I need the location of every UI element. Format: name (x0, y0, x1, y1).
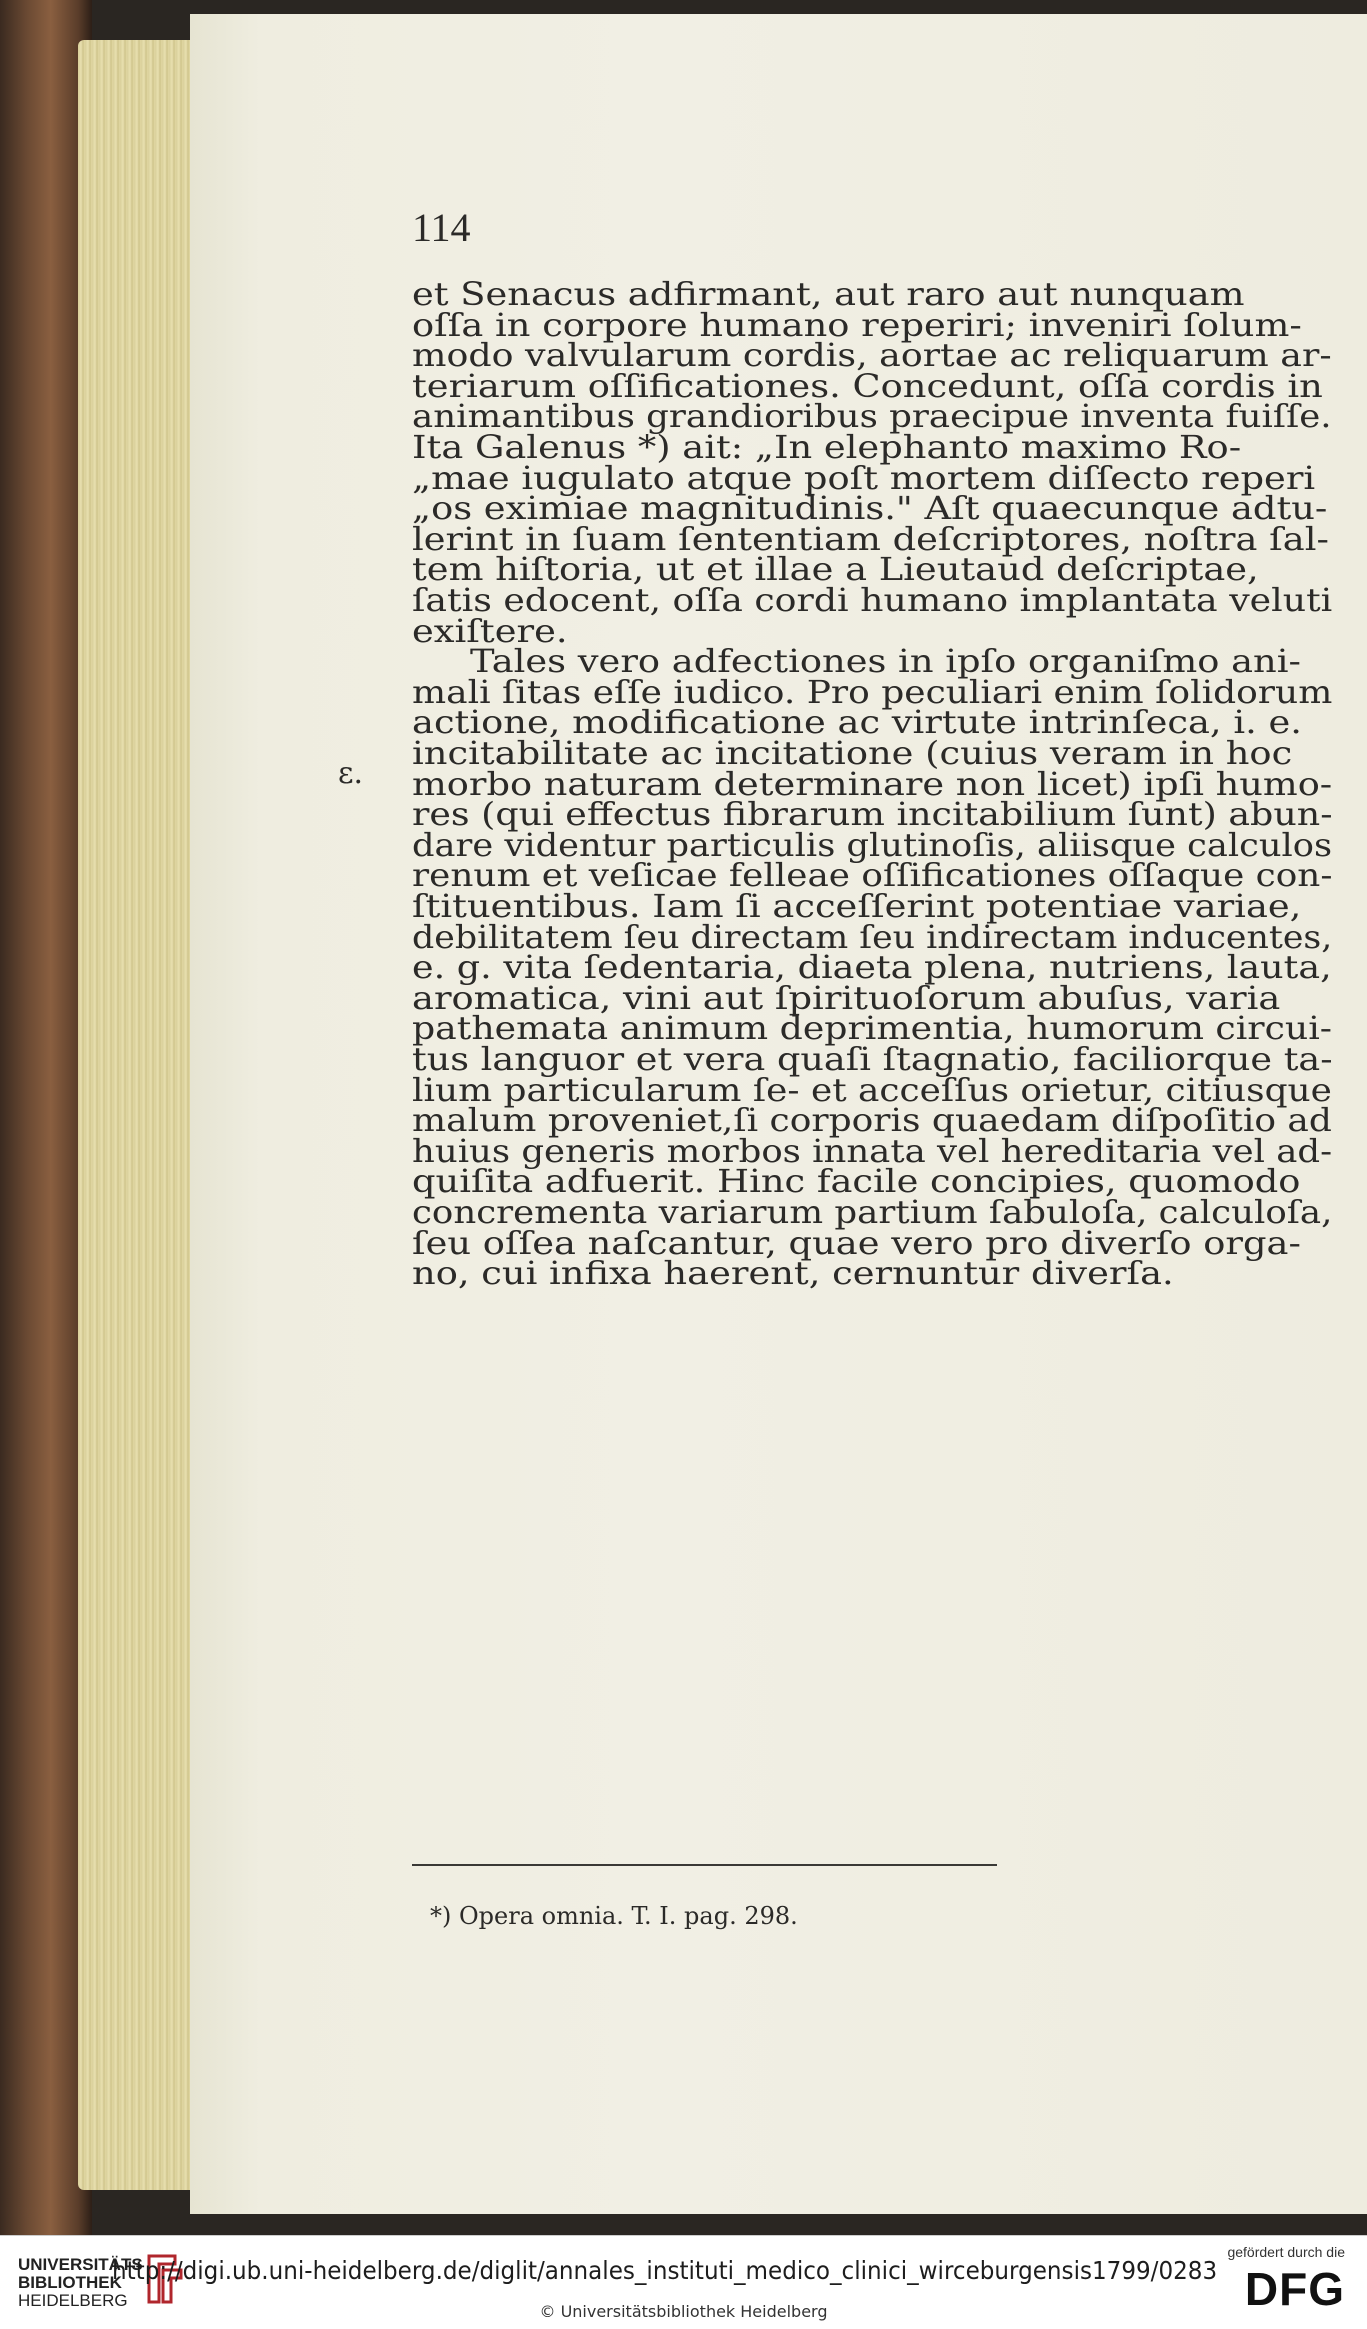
text-line: ſeu oſſea naſcantur, quae vero pro diverſo orga- (412, 1223, 1301, 1262)
text-line: renum et veſicae felleae oſſificationes oſſaque con- (412, 856, 1333, 895)
library-name-line3: HEIDELBERG (18, 2291, 128, 2310)
text-line: animantibus grandioribus praecipue inventa fuiſſe. (412, 397, 1332, 436)
text-line: lerint in ſuam ſententiam deſcriptores, noſtra ſal- (412, 519, 1329, 558)
funding-text: gefördert durch die (1227, 2244, 1345, 2260)
text-line: mali ſitas eſſe iudico. Pro peculiari enim ſolidorum (412, 672, 1333, 711)
text-line: Tales vero adfectiones in ipſo organiſmo ani- (470, 642, 1301, 681)
text-line: no, cui infixa haerent, cernuntur diverſa. (412, 1254, 1174, 1293)
text-line: ſtituentibus. Iam ſi acceſſerint potentiae variae, (412, 887, 1302, 925)
library-banner (0, 2235, 1367, 2329)
text-line: pathemata animum deprimentia, humorum circui- (412, 1009, 1333, 1048)
library-name-line1: UNIVERSITÄTS (18, 2255, 143, 2274)
text-line: dare videntur particulis glutinoſis, aliisque calculos (412, 825, 1333, 864)
copyright-notice: © Universitätsbibliothek Heidelberg (539, 2302, 828, 2321)
text-line: huius generis morbos innata vel hereditaria vel ad- (412, 1131, 1333, 1170)
margin-mark: ɛ. (338, 756, 364, 791)
text-line: incitabilitate ac incitatione (cuius veram in hoc (412, 734, 1293, 772)
text-line: „os eximiae magnitudinis." Aſt quaecunque adtu- (412, 489, 1328, 528)
page-number: 114 (412, 205, 471, 250)
book-page (190, 14, 1367, 2214)
page-edges (78, 40, 208, 2190)
text-line: e. g. vita ſedentaria, diaeta plena, nutriens, lauta, (412, 948, 1332, 987)
text-line: et Senacus adfirmant, aut raro aut nunquam (412, 275, 1245, 313)
text-line: quiſita adfuerit. Hinc facile concipies, quomodo (412, 1162, 1301, 1201)
text-line: oſſa in corpore humano reperiri; inveniri ſolum- (412, 305, 1302, 344)
dfg-logo[interactable]: DFG (1244, 2263, 1345, 2315)
text-line: Ita Galenus *) ait: „In elephanto maximo Ro- (412, 428, 1242, 466)
text-line: „mae iugulato atque poſt mortem diſſecto reperi (412, 458, 1316, 497)
text-line: modo valvularum cordis, aortae ac reliquarum ar- (412, 336, 1332, 375)
text-line: concrementa variarum partium ſabuloſa, calculoſa, (412, 1193, 1333, 1231)
text-line: tem hiſtoria, ut et illae a Lieutaud deſcriptae, (412, 550, 1259, 589)
permalink-url[interactable]: http://digi.ub.uni-heidelberg.de/diglit/annales_instituti_medico_clinici_wirceburgensis1799/0283 (112, 2256, 1218, 2285)
text-line: res (qui effectus fibrarum incitabilium ſunt) abun- (412, 795, 1333, 834)
text-line: debilitatem ſeu directam ſeu indirectam inducentes, (412, 917, 1333, 956)
footnote: *) Opera omnia. T. I. pag. 298. (430, 1902, 798, 1930)
library-name-line2: BIBLIOTHEK (18, 2273, 122, 2292)
text-line: lium particularum ſe- et acceſſus orietur, citiusque (412, 1070, 1332, 1109)
text-line: morbo naturam determinare non licet) ipſi humo- (412, 764, 1333, 803)
text-line: actione, modificatione ac virtute intrinſeca, i. e. (412, 703, 1302, 742)
text-line: ſatis edocent, oſſa cordi humano implantata veluti (412, 581, 1333, 619)
text-line: exiſtere. (412, 611, 568, 650)
text-line: malum proveniet,ſi corporis quaedam diſpoſitio ad (412, 1101, 1332, 1140)
footnote-rule (412, 1864, 997, 1866)
text-line: teriarum oſſificationes. Concedunt, oſſa cordis in (412, 366, 1323, 405)
text-line: tus languor et vera quaſi ſtagnatio, faciliorque ta- (412, 1040, 1333, 1078)
text-line: aromatica, vini aut ſpirituoſorum abuſus, varia (412, 978, 1281, 1017)
